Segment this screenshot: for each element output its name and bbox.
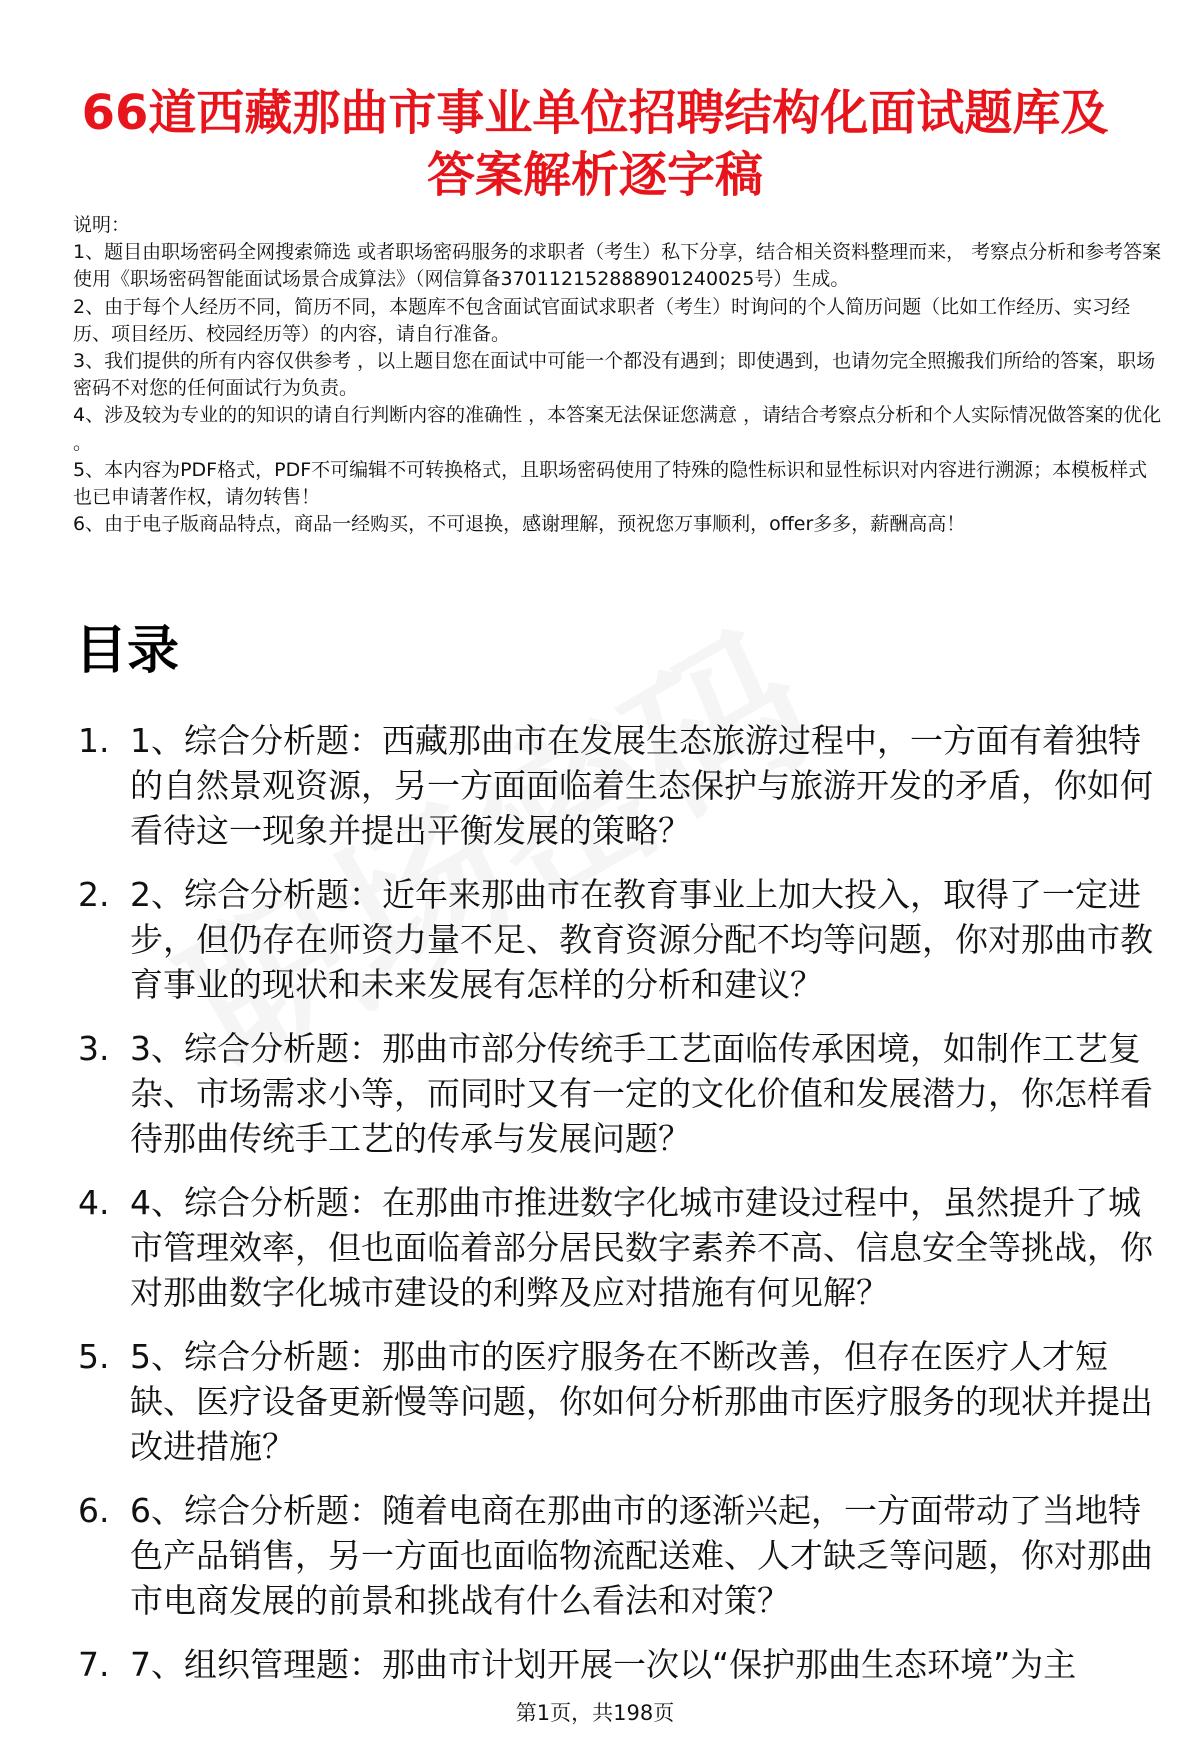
toc-item-number: 3. xyxy=(78,1029,110,1068)
toc-item-text[interactable]: 3、综合分析题：那曲市部分传统手工艺面临传承困境，如制作工艺复杂、市场需求小等，而同时又有一定的文化价值和发展潜力，你怎样看待那曲传统手工艺的传承与发展问题？ xyxy=(130,1029,1153,1158)
toc-item[interactable] xyxy=(78,1026,1168,1161)
toc-item[interactable] xyxy=(78,1642,1168,1687)
toc-item[interactable] xyxy=(78,1180,1168,1315)
toc-item-number: 5. xyxy=(78,1337,110,1376)
toc-item-number: 4. xyxy=(78,1183,110,1222)
toc-list xyxy=(78,718,1168,1706)
notes-item: 4、涉及较为专业的的知识的请自行判断内容的准确性 ，本答案无法保证您满意 ，请结合考察点分析和个人实际情况做答案的优化 。 xyxy=(73,404,1162,454)
toc-item-number: 1. xyxy=(78,721,110,760)
document-title: 66道西藏那曲市事业单位招聘结构化面试题库及答案解析逐字稿 xyxy=(81,85,1109,204)
toc-item-text[interactable]: 2、综合分析题：近年来那曲市在教育事业上加大投入，取得了一定进步，但仍存在师资力量不足、教育资源分配不均等问题，你对那曲市教育事业的现状和未来发展有怎样的分析和建议？ xyxy=(130,875,1153,1004)
toc-item[interactable] xyxy=(78,1488,1168,1623)
toc-item-number: 7. xyxy=(78,1645,110,1684)
notes-item: 5、本内容为PDF格式，PDF不可编辑不可转换格式，且职场密码使用了特殊的隐性标识和显性标识对内容进行溯源；本模板样式也已申请著作权，请勿转售！ xyxy=(73,458,1148,509)
toc-item-text[interactable]: 6、综合分析题：随着电商在那曲市的逐渐兴起，一方面带动了当地特色产品销售，另一方面也面临物流配送难、人才缺乏等问题，你对那曲市电商发展的前景和挑战有什么看法和对策？ xyxy=(130,1491,1153,1620)
notes-heading: 说明： xyxy=(73,214,131,236)
toc-item-text[interactable]: 1、综合分析题：西藏那曲市在发展生态旅游过程中，一方面有着独特的自然景观资源，另一方面面临着生态保护与旅游开发的矛盾，你如何看待这一现象并提出平衡发展的策略？ xyxy=(130,721,1153,850)
toc-item[interactable] xyxy=(78,1334,1168,1469)
toc-item[interactable] xyxy=(78,872,1168,1007)
page-footer: 第1页，共198页 xyxy=(515,1701,675,1725)
toc-item-text[interactable]: 4、综合分析题：在那曲市推进数字化城市建设过程中，虽然提升了城市管理效率，但也面临着部分居民数字素养不高、信息安全等挑战，你对那曲数字化城市建设的利弊及应对措施有何见解？ xyxy=(130,1183,1153,1312)
toc-item-text[interactable]: 7、组织管理题：那曲市计划开展一次以“保护那曲生态环境”为主 xyxy=(130,1645,1077,1684)
toc-item-text[interactable]: 5、综合分析题：那曲市的医疗服务在不断改善，但存在医疗人才短缺、医疗设备更新慢等问题，你如何分析那曲市医疗服务的现状并提出改进措施？ xyxy=(130,1337,1153,1466)
toc-item-number: 6. xyxy=(78,1491,110,1530)
notes-section xyxy=(73,212,1163,538)
notes-item: 1、题目由职场密码全网搜索筛选 或者职场密码服务的求职者（考生）私下分享，结合相关资料整理而来， 考察点分析和参考答案使用《职场密码智能面试场景合成算法》（网信算备370112152888901240025号）生成。 xyxy=(73,241,1162,291)
notes-item: 6、由于电子版商品特点，商品一经购买，不可退换，感谢理解，预祝您万事顺利，offer多多，薪酬高高！ xyxy=(73,513,966,536)
notes-item: 2、由于每个人经历不同，简历不同，本题库不包含面试官面试求职者（考生）时询问的个人简历问题（比如工作经历、实习经历、项目经历、校园经历等）的内容，请自行准备。 xyxy=(73,295,1131,345)
toc-item[interactable] xyxy=(78,718,1168,853)
toc-item-number: 2. xyxy=(78,875,110,914)
notes-item: 3、我们提供的所有内容仅供参考 ，以上题目您在面试中可能一个都没有遇到；即使遇到，也请勿完全照搬我们所给的答案，职场密码不对您的任何面试行为负责。 xyxy=(73,350,1156,400)
toc-heading: 目录 xyxy=(75,621,180,681)
